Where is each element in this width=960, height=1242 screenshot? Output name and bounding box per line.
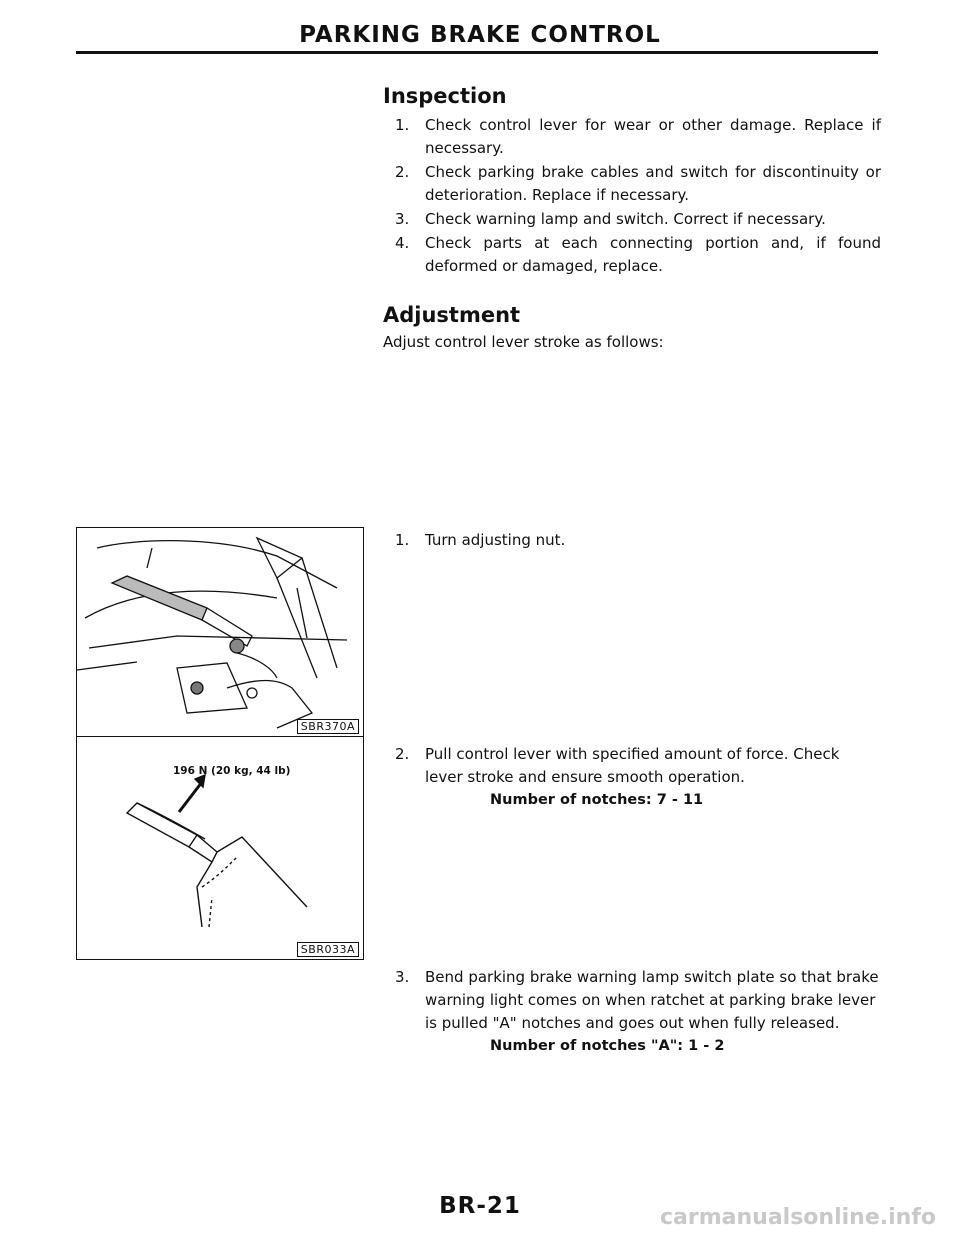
figure-code: SBR033A: [297, 942, 359, 957]
inspection-list: [383, 114, 881, 278]
inspection-heading: Inspection: [383, 84, 507, 108]
adjustment-section: [383, 303, 881, 353]
list-item: 3. Check warning lamp and switch. Correct if necessary.: [395, 210, 826, 228]
list-item: 1. Check control lever for wear or other damage. Replace if necessary.: [395, 116, 881, 157]
notches-a-spec: Number of notches "A": 1 - 2: [490, 1038, 725, 1054]
adjustment-step-2: 2. Pull control lever with specified amount of force. Check lever stroke and ensure smooth operation. Number of notches: 7 - 11: [395, 743, 881, 812]
adjustment-step-3: 3. Bend parking brake warning lamp switch plate so that brake warning light comes on when ratchet at parking brake lever is pulled "A" notches and goes out when fully released. Number of notches "A": 1 - 2: [395, 966, 881, 1058]
adjusting-nut-illustration: [77, 528, 363, 736]
watermark: carmanualsonline.info: [660, 1205, 936, 1230]
header-rule: [76, 51, 878, 54]
list-item: 2. Check parking brake cables and switch for discontinuity or deterioration. Replace if necessary.: [395, 163, 881, 204]
figure-code: SBR370A: [297, 719, 359, 734]
list-item: 4. Check parts at each connecting portion and, if found deformed or damaged, replace.: [395, 234, 881, 275]
adjustment-heading: Adjustment: [383, 303, 521, 327]
figure-adjusting-nut: [76, 527, 364, 737]
adjustment-step-1: 1. Turn adjusting nut.: [395, 531, 566, 549]
force-label: 196 N (20 kg, 44 lb): [173, 765, 291, 777]
adjustment-intro: Adjust control lever stroke as follows:: [383, 333, 664, 351]
figure-lever-stroke: [76, 736, 364, 960]
page-title: PARKING BRAKE CONTROL: [299, 22, 661, 48]
inspection-section: [383, 84, 881, 279]
notches-spec: Number of notches: 7 - 11: [490, 792, 704, 808]
page-number: BR-21: [439, 1193, 521, 1219]
